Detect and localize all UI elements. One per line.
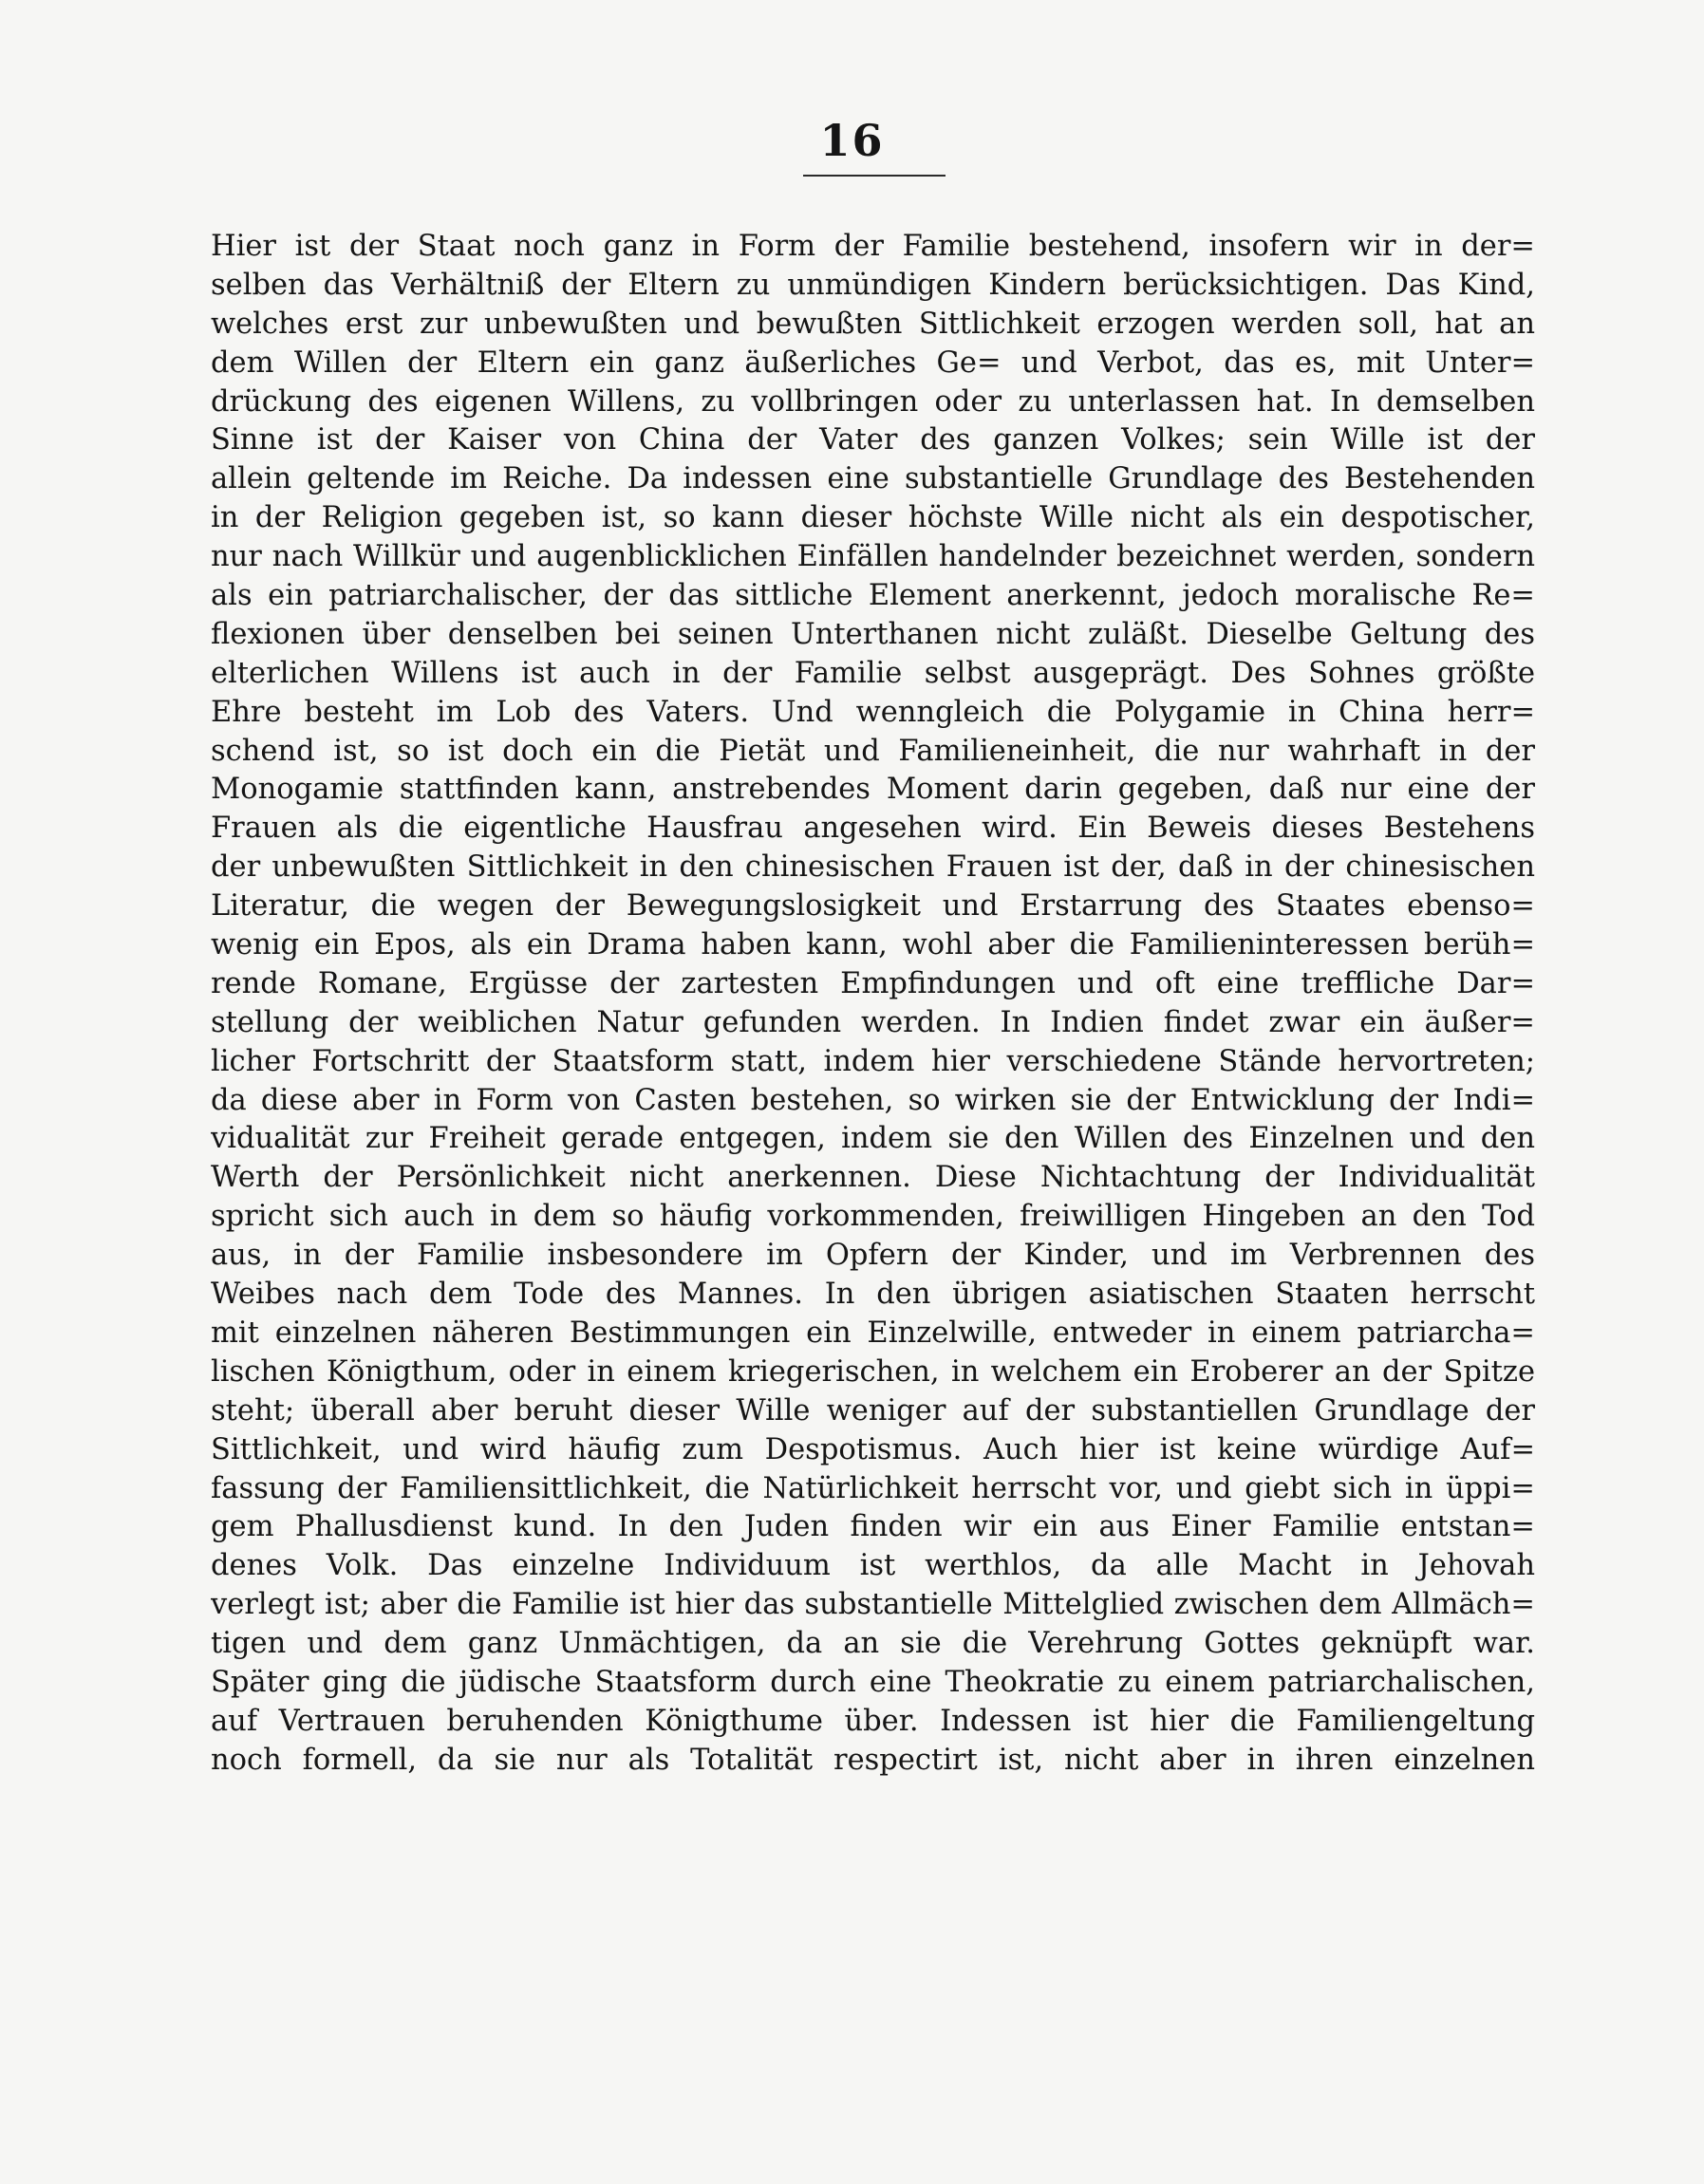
text-line: fassung der Familiensittlichkeit, die Natürlichkeit herrscht vor, und giebt sich in üppi= (211, 1471, 1535, 1505)
body-text (211, 228, 1535, 1781)
text-line: tigen und dem ganz Unmächtigen, da an sie die Verehrung Gottes geknüpft war. (211, 1627, 1535, 1661)
text-line: spricht sich auch in dem so häufig vorkommenden, freiwilligen Hingeben an den Tod (211, 1200, 1535, 1234)
text-line: lischen Königthum, oder in einem kriegerischen, in welchem ein Eroberer an der Spitze (211, 1354, 1535, 1389)
text-line: dem Willen der Eltern ein ganz äußerliches Ge= und Verbot, das es, mit Unter= (211, 345, 1535, 380)
text-line: als ein patriarchalischer, der das sittliche Element anerkennt, jedoch moralische Re= (211, 579, 1535, 613)
text-line: Monogamie stattfinden kann, anstrebendes Moment darin gegeben, daß nur eine der (211, 773, 1535, 807)
text-line: allein geltende im Reiche. Da indessen eine substantielle Grundlage des Bestehenden (211, 462, 1535, 496)
text-line: mit einzelnen näheren Bestimmungen ein Einzelwille, entweder in einem patriarcha= (211, 1316, 1535, 1350)
text-line: Sittlichkeit, und wird häufig zum Despotismus. Auch hier ist keine würdige Auf= (211, 1432, 1535, 1466)
text-line: steht; überall aber beruht dieser Wille weniger auf der substantiellen Grundlage der (211, 1393, 1535, 1428)
text-line: selben das Verhältniß der Eltern zu unmündigen Kindern berücksichtigen. Das Kind, (211, 268, 1535, 302)
text-line: drückung des eigenen Willens, zu vollbringen oder zu unterlassen hat. In demselben (211, 384, 1535, 419)
text-line: Weibes nach dem Tode des Mannes. In den übrigen asiatischen Staaten herrscht (211, 1278, 1535, 1312)
text-line: vidualität zur Freiheit gerade entgegen, indem sie den Willen des Einzelnen und den (211, 1122, 1535, 1156)
text-line: Ehre besteht im Lob des Vaters. Und wenngleich die Polygamie in China herr= (211, 695, 1535, 729)
text-line: Später ging die jüdische Staatsform durch eine Theokratie zu einem patriarchalischen, (211, 1665, 1535, 1699)
text-line: Werth der Persönlichkeit nicht anerkennen. Diese Nichtachtung der Individualität (211, 1161, 1535, 1195)
text-line: welches erst zur unbewußten und bewußten Sittlichkeit erzogen werden soll, hat an (211, 307, 1535, 341)
text-line: aus, in der Familie insbesondere im Opfern der Kinder, und im Verbrennen des (211, 1239, 1535, 1273)
text-line: auf Vertrauen beruhenden Königthume über. Indessen ist hier die Familiengeltung (211, 1704, 1535, 1738)
text-line: schend ist, so ist doch ein die Pietät und Familieneinheit, die nur wahrhaft in der (211, 734, 1535, 768)
text-line: rende Romane, Ergüsse der zartesten Empfindungen und oft eine treffliche Dar= (211, 966, 1535, 1000)
text-line: elterlichen Willens ist auch in der Familie selbst ausgeprägt. Des Sohnes größte (211, 656, 1535, 690)
text-line: flexionen über denselben bei seinen Unterthanen nicht zuläßt. Dieselbe Geltung des (211, 617, 1535, 651)
text-line: der unbewußten Sittlichkeit in den chinesischen Frauen ist der, daß in der chinesischen (211, 850, 1535, 885)
text-line: in der Religion gegeben ist, so kann dieser höchste Wille nicht als ein despotischer, (211, 501, 1535, 535)
text-line: stellung der weiblichen Natur gefunden werden. In Indien findet zwar ein äußer= (211, 1005, 1535, 1039)
text-line: Frauen als die eigentliche Hausfrau angesehen wird. Ein Beweis dieses Bestehens (211, 812, 1535, 846)
text-line: denes Volk. Das einzelne Individuum ist werthlos, da alle Macht in Jehovah (211, 1549, 1535, 1583)
text-line: Sinne ist der Kaiser von China der Vater des ganzen Volkes; sein Wille ist der (211, 423, 1535, 457)
text-line: da diese aber in Form von Casten bestehen, so wirken sie der Entwicklung der Indi= (211, 1083, 1535, 1117)
text-line: noch formell, da sie nur als Totalität respectirt ist, nicht aber in ihren einzelnen (211, 1743, 1535, 1777)
text-line: Literatur, die wegen der Bewegungslosigkeit und Erstarrung des Staates ebenso= (211, 889, 1535, 924)
header-rule (803, 175, 946, 177)
text-line: nur nach Willkür und augenblicklichen Einfällen handelnder bezeichnet werden, sondern (211, 540, 1535, 574)
text-line: verlegt ist; aber die Familie ist hier das substantielle Mittelglied zwischen dem Allmäch= (211, 1588, 1535, 1622)
text-line: Hier ist der Staat noch ganz in Form der Familie bestehend, insofern wir in der= (211, 230, 1535, 263)
text-line: gem Phallusdienst kund. In den Juden finden wir ein aus Einer Familie entstan= (211, 1510, 1535, 1544)
text-line: wenig ein Epos, als ein Drama haben kann, wohl aber die Familieninteressen berüh= (211, 928, 1535, 962)
page-number: 16 (819, 115, 885, 166)
text-line: licher Fortschritt der Staatsform statt, indem hier verschiedene Stände hervortreten; (211, 1044, 1535, 1078)
